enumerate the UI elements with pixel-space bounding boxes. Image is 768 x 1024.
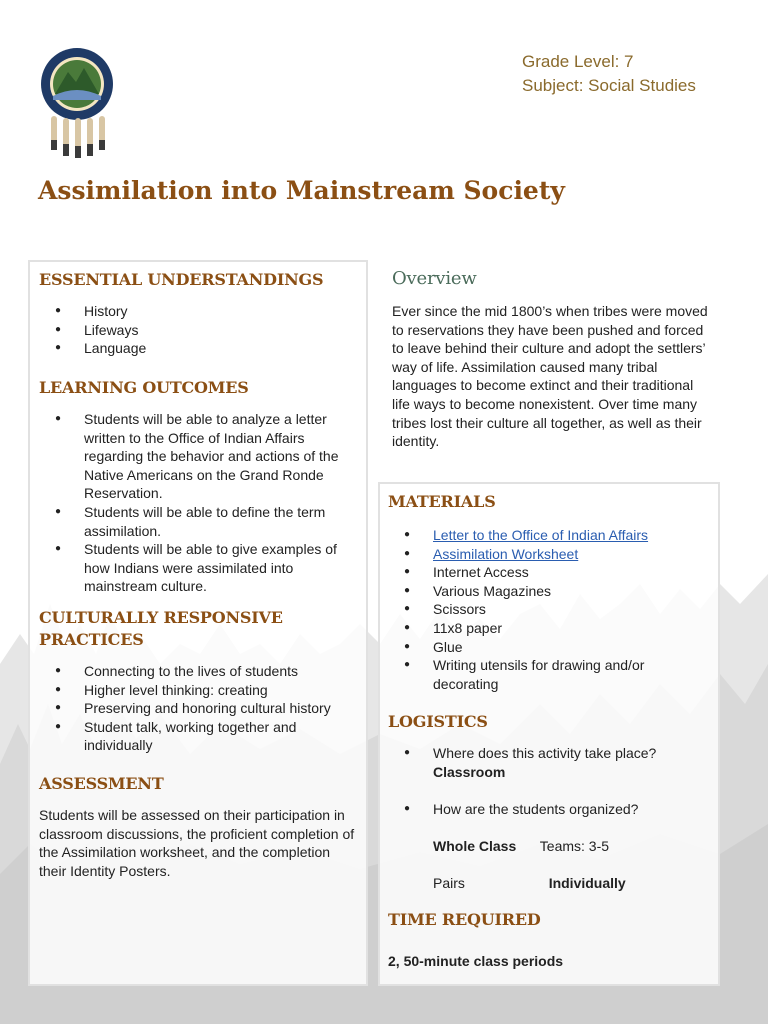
list-item: ● 11x8 paper [388, 619, 708, 638]
tribe-logo [38, 44, 116, 164]
overview-text: Ever since the mid 1800’s when tribes were moved to reservations they have been pushed and forced to leave behind their culture and adopt the settlers’ way of life. Assimilation caused many tribal languages to become extinct and their traditional life ways to become nonexistent. Over time many tribes lost their culture all together, as well as their identity. [392, 303, 708, 450]
logistics-answer-1: Classroom [433, 763, 506, 780]
list-item: ● Higher level thinking: creating [39, 681, 359, 700]
list-item: ● Internet Access [388, 563, 708, 582]
logistics-q1 [388, 744, 708, 781]
subject: Subject: Social Studies [522, 76, 696, 95]
overview-heading: Overview [392, 268, 477, 289]
essential-understandings-heading: ESSENTIAL UNDERSTANDINGS [39, 270, 324, 289]
option-teams: Teams: 3-5 [539, 838, 610, 854]
list-item: ● Students will be able to analyze a letter written to the Office of Indian Affairs regarding the behavior and actions of the Native Americans on the Grand Ronde Reservation. [39, 410, 339, 503]
right-panel [378, 482, 720, 986]
list-item: ● Student talk, working together and individually [39, 718, 324, 755]
culturally-responsive-list [39, 662, 359, 755]
list-item [388, 526, 708, 545]
assessment-heading: ASSESSMENT [39, 774, 164, 793]
left-panel [28, 260, 368, 986]
list-item: ● Language [39, 339, 359, 358]
list-item [388, 744, 708, 781]
page-title: Assimilation into Mainstream Society [38, 176, 565, 205]
list-item [388, 545, 708, 564]
logistics-question-1: Where does this activity take place? [433, 745, 657, 761]
worksheet-link[interactable]: Assimilation Worksheet [433, 545, 579, 562]
option-whole-class: Whole Class [433, 838, 517, 854]
essential-understandings-list [39, 302, 359, 358]
time-required-value: 2, 50-minute class periods [388, 953, 564, 969]
option-individually: Individually [548, 875, 626, 891]
list-item: ● How are the students organized? [388, 800, 708, 819]
learning-outcomes-list [39, 410, 339, 596]
materials-list [388, 526, 708, 693]
list-item: ● Various Magazines [388, 582, 708, 601]
lesson-meta [522, 50, 696, 98]
learning-outcomes-heading: LEARNING OUTCOMES [39, 378, 249, 397]
culturally-responsive-heading [39, 607, 283, 651]
list-item: ● Preserving and honoring cultural history [39, 699, 359, 718]
materials-heading: MATERIALS [388, 492, 496, 511]
overview-section [382, 262, 722, 478]
culturally-responsive-heading-line2: PRACTICES [39, 630, 144, 649]
assessment-text: Students will be assessed on their participation in classroom discussions, the proficient completion of the Assimilation worksheet, and the completion their Identity Posters. [39, 807, 355, 879]
letter-link[interactable]: Letter to the Office of Indian Affairs [433, 527, 649, 543]
list-item: ● Students will be able to give examples of how Indians were assimilated into mainstream culture. [39, 540, 339, 596]
culturally-responsive-heading-line1: CULTURALLY RESPONSIVE [39, 608, 283, 627]
option-pairs: Pairs [433, 875, 465, 891]
list-item: ● Writing utensils for drawing and/or decorating [388, 656, 673, 693]
organization-row-1 [433, 837, 609, 855]
list-item: ● Lifeways [39, 321, 359, 340]
logistics-q2 [388, 800, 708, 819]
organization-row-2 [433, 874, 626, 892]
time-required-heading: TIME REQUIRED [388, 910, 541, 929]
list-item: ● Students will be able to define the term assimilation. [39, 503, 339, 540]
logistics-heading: LOGISTICS [388, 712, 488, 731]
grade-level: Grade Level: 7 [522, 52, 634, 71]
list-item: ● Glue [388, 638, 708, 657]
list-item: ● Scissors [388, 600, 708, 619]
list-item: ● History [39, 302, 359, 321]
list-item: ● Connecting to the lives of students [39, 662, 359, 681]
